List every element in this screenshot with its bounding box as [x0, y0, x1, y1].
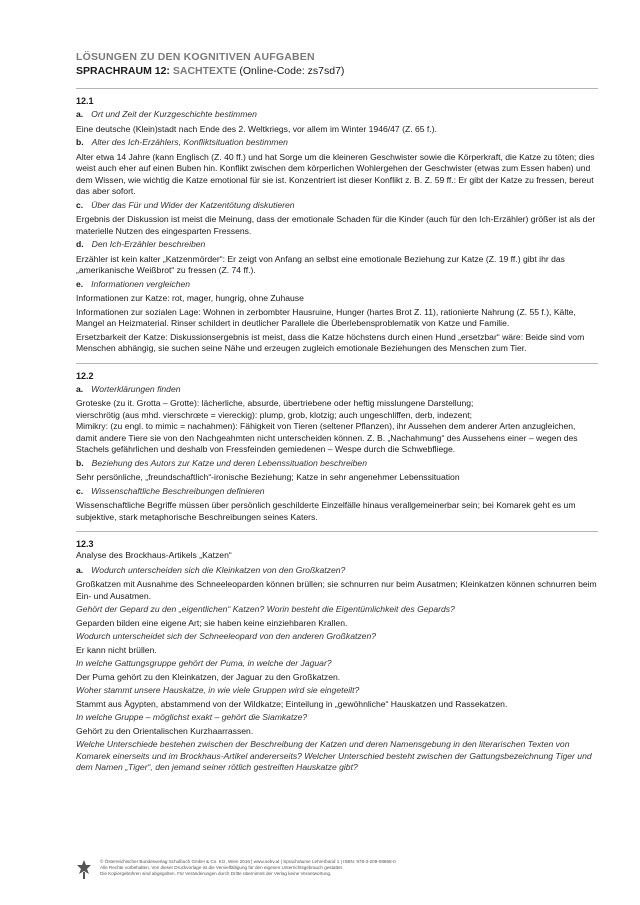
answer-text: Alter etwa 14 Jahre (kann Englisch (Z. 40 ff.) und hat Sorge um die kleineren Geschwister sowie die Körperkraft, die Katze zu töten; dies weist auch eher auf einen Buben hin. Konflikt zwischen dem körperlichen Wohlergehen der Geschwister (etwas zum Essen haben) und dem Wissen, wie wichtig die Katze emotional für sie ist. Konzentriert ist dieser Konflikt z. B. Z. 59 ff.: Er gibt der Katze zu fressen, bereut das aber sofort.: [76, 151, 595, 196]
question-text: Welche Unterschiede bestehen zwischen der Beschreibung der Katzen und deren Namensgebung in den literarischen Texten von Komarek einerseits und im Brockhaus-Artikel andererseits? Welcher Unterschied besteht zwischen der Gattungsbezeichnung Tiger und dem Namen „Tiger“, den jemand seiner rötlich gestreiften Hauskatze gibt?: [76, 739, 592, 772]
page-title: LÖSUNGEN ZU DEN KOGNITIVEN AUFGABEN: [76, 51, 315, 63]
online-code: (Online-Code: zs7sd7): [239, 65, 345, 77]
section-number: 12.2: [76, 370, 94, 381]
task-heading: e. Informationen vergleichen: [76, 278, 191, 289]
question-text: In welche Gruppe – möglichst exakt – gehört die Siamkatze?: [76, 712, 308, 722]
task-heading: a. Wodurch unterscheiden sich die Kleinkatzen von den Großkatzen?: [76, 564, 346, 575]
answer-text: Sehr persönliche, „freundschaftlich“-ironische Beziehung; Katze in sehr angenehmer Lebenssituation: [76, 472, 460, 482]
answer-text: Eine deutsche (Klein)stadt nach Ende des 2. Weltkriegs, vor allem im Winter 1946/47 (Z. 65 f.).: [76, 123, 437, 134]
publisher-logo-icon: [76, 859, 92, 879]
answer-text: Der Puma gehört zu den Kleinkatzen, der Jaguar zu den Großkatzen.: [76, 671, 341, 682]
copyright-text: © Österreichischer Bundesverlag Schulbuch GmbH & Co. KG, Wien 2016 | www.oebv.at | Sprachräume Lehrerband 1 | ISBN: 978-3-209-08868-0 Alle Rechte vorbehalten. Von dieser Druckvorlage ist die Vervielfältigung für den eigenen Unterrichtsgebrauch gestattet. Die Kopiergebühren sind abgegolten. Für Veränderungen durch Dritte übernimmt der Verlag keine Verantwortung.: [100, 859, 396, 877]
answer-text: vierschrötig (aus mhd. vierschrœte = viereckig): plump, grob, klotzig; auch ungeschliffen, derb, indezent;: [76, 409, 473, 420]
answer-text: Ergebnis der Diskussion ist meist die Meinung, dass der emotionale Schaden für die Kinder (auch für den Ich-Erzähler) größer ist als der materielle Nutzen des eingesparten Fressens.: [76, 214, 596, 236]
answer-text: Großkatzen mit Ausnahme des Schneeleoparden können brüllen; sie schnurren nur beim Ausatmen; Kleinkatzen können schnurren beim Ein- und Ausatmen.: [76, 579, 597, 601]
page-subtitle: [76, 64, 598, 78]
answer-text: Erzähler ist kein kalter „Katzenmörder“: Er zeigt von Anfang an selbst eine emotionale Beziehung zur Katze (Z. 19 ff.) gibt ihr das „amerikanische Weißbrot“ zu fressen (Z. 74 ff.).: [76, 253, 565, 275]
answer-text: Stammt aus Ägypten, abstammend von der Wildkatze; Einteilung in „gewöhnliche“ Hauskatzen und Rassekatzen.: [76, 698, 508, 709]
answer-text: Mimikry: (zu engl. to mimic = nachahmen): Fähigkeit von Tieren (seltener Pflanzen), ihr Aussehen dem anderer Arten anzugleichen, damit andere Tiere sie von den Nachgeahmten nicht unterscheiden können. Z. B. „Nachahmung“ des Aussehens einer – wegen des Stachels gefährlichen und deshalb von Fressfeinden gemiedenen – Wespe durch die Schwebfliege.: [76, 421, 578, 454]
question-text: Gehört der Gepard zu den „eigentlichen“ Katzen? Worin besteht die Eigentümlichkeit des Gepards?: [76, 604, 455, 614]
task-heading: b. Beziehung des Autors zur Katze und deren Lebenssituation beschreiben: [76, 457, 367, 468]
section-divider: [76, 363, 598, 364]
answer-text: Gehört zu den Orientalischen Kurzhaarrassen.: [76, 725, 254, 736]
section-number: 12.3: [76, 539, 94, 549]
answer-text: Informationen zur sozialen Lage: Wohnen in zerbombter Hausruine, Hunger (hartes Brot Z. 11), rationierte Nahrung (Z. 55 f.), Kälte, Mangel an Heizmaterial. Rinser schildert in deutlicher Parallele die Überlebensproblematik von Katze und Familie.: [76, 306, 576, 328]
task-heading: c. Über das Für und Wider der Katzentötung diskutieren: [76, 199, 295, 210]
answer-text: Er kann nicht brüllen.: [76, 644, 157, 655]
subtitle-chapter: SPRACHRAUM 12:: [76, 65, 170, 77]
subtitle-topic: SACHTEXTE: [172, 65, 237, 77]
answer-text: Ersetzbarkeit der Katze: Diskussionsergebnis ist meist, dass die Katze höchstens durch einen Hund „ersetzbar“ wäre: Beide sind vom Menschen abhängig, sie suchen seine Nähe und erzeugen zugleich emotionale Beziehungen des Menschen zum Tier.: [76, 331, 585, 353]
section-number: 12.1: [76, 96, 94, 106]
answer-text: Groteske (zu it. Grotta – Grotte): lächerliche, absurde, übertriebene oder heftig misslungene Darstellung;: [76, 398, 474, 408]
task-heading: b. Alter des Ich-Erzählers, Konfliktsituation bestimmen: [76, 137, 288, 147]
answer-text: Geparden bilden eine eigene Art; sie haben keine einziehbaren Krallen.: [76, 617, 348, 628]
task-heading: a. Ort und Zeit der Kurzgeschichte bestimmen: [76, 109, 257, 119]
page-footer: [76, 859, 598, 879]
task-heading: a. Worterklärungen finden: [76, 383, 181, 394]
section-intro: Analyse des Brockhaus-Artikels „Katzen“: [76, 550, 232, 560]
answer-text: Wissenschaftliche Begriffe müssen über persönlich geschilderte Einzelfälle hinaus verallgemeinerbar sein; bei Komarek geht es um subjektive, stark metaphorische Beschreibungen seines Katers.: [76, 500, 576, 522]
question-text: Wodurch unterscheidet sich der Schneeleopard von den anderen Großkatzen?: [76, 631, 377, 641]
question-text: Woher stammt unsere Hauskatze, in wie viele Gruppen wird sie eingeteilt?: [76, 685, 360, 695]
section-divider: [76, 88, 598, 89]
task-heading: c. Wissenschaftliche Beschreibungen definieren: [76, 485, 265, 496]
answer-text: Informationen zur Katze: rot, mager, hungrig, ohne Zuhause: [76, 293, 304, 303]
section-divider: [76, 531, 598, 532]
question-text: In welche Gattungsgruppe gehört der Puma, in welche der Jaguar?: [76, 658, 332, 668]
task-heading: d. Den Ich-Erzähler beschreiben: [76, 239, 206, 249]
